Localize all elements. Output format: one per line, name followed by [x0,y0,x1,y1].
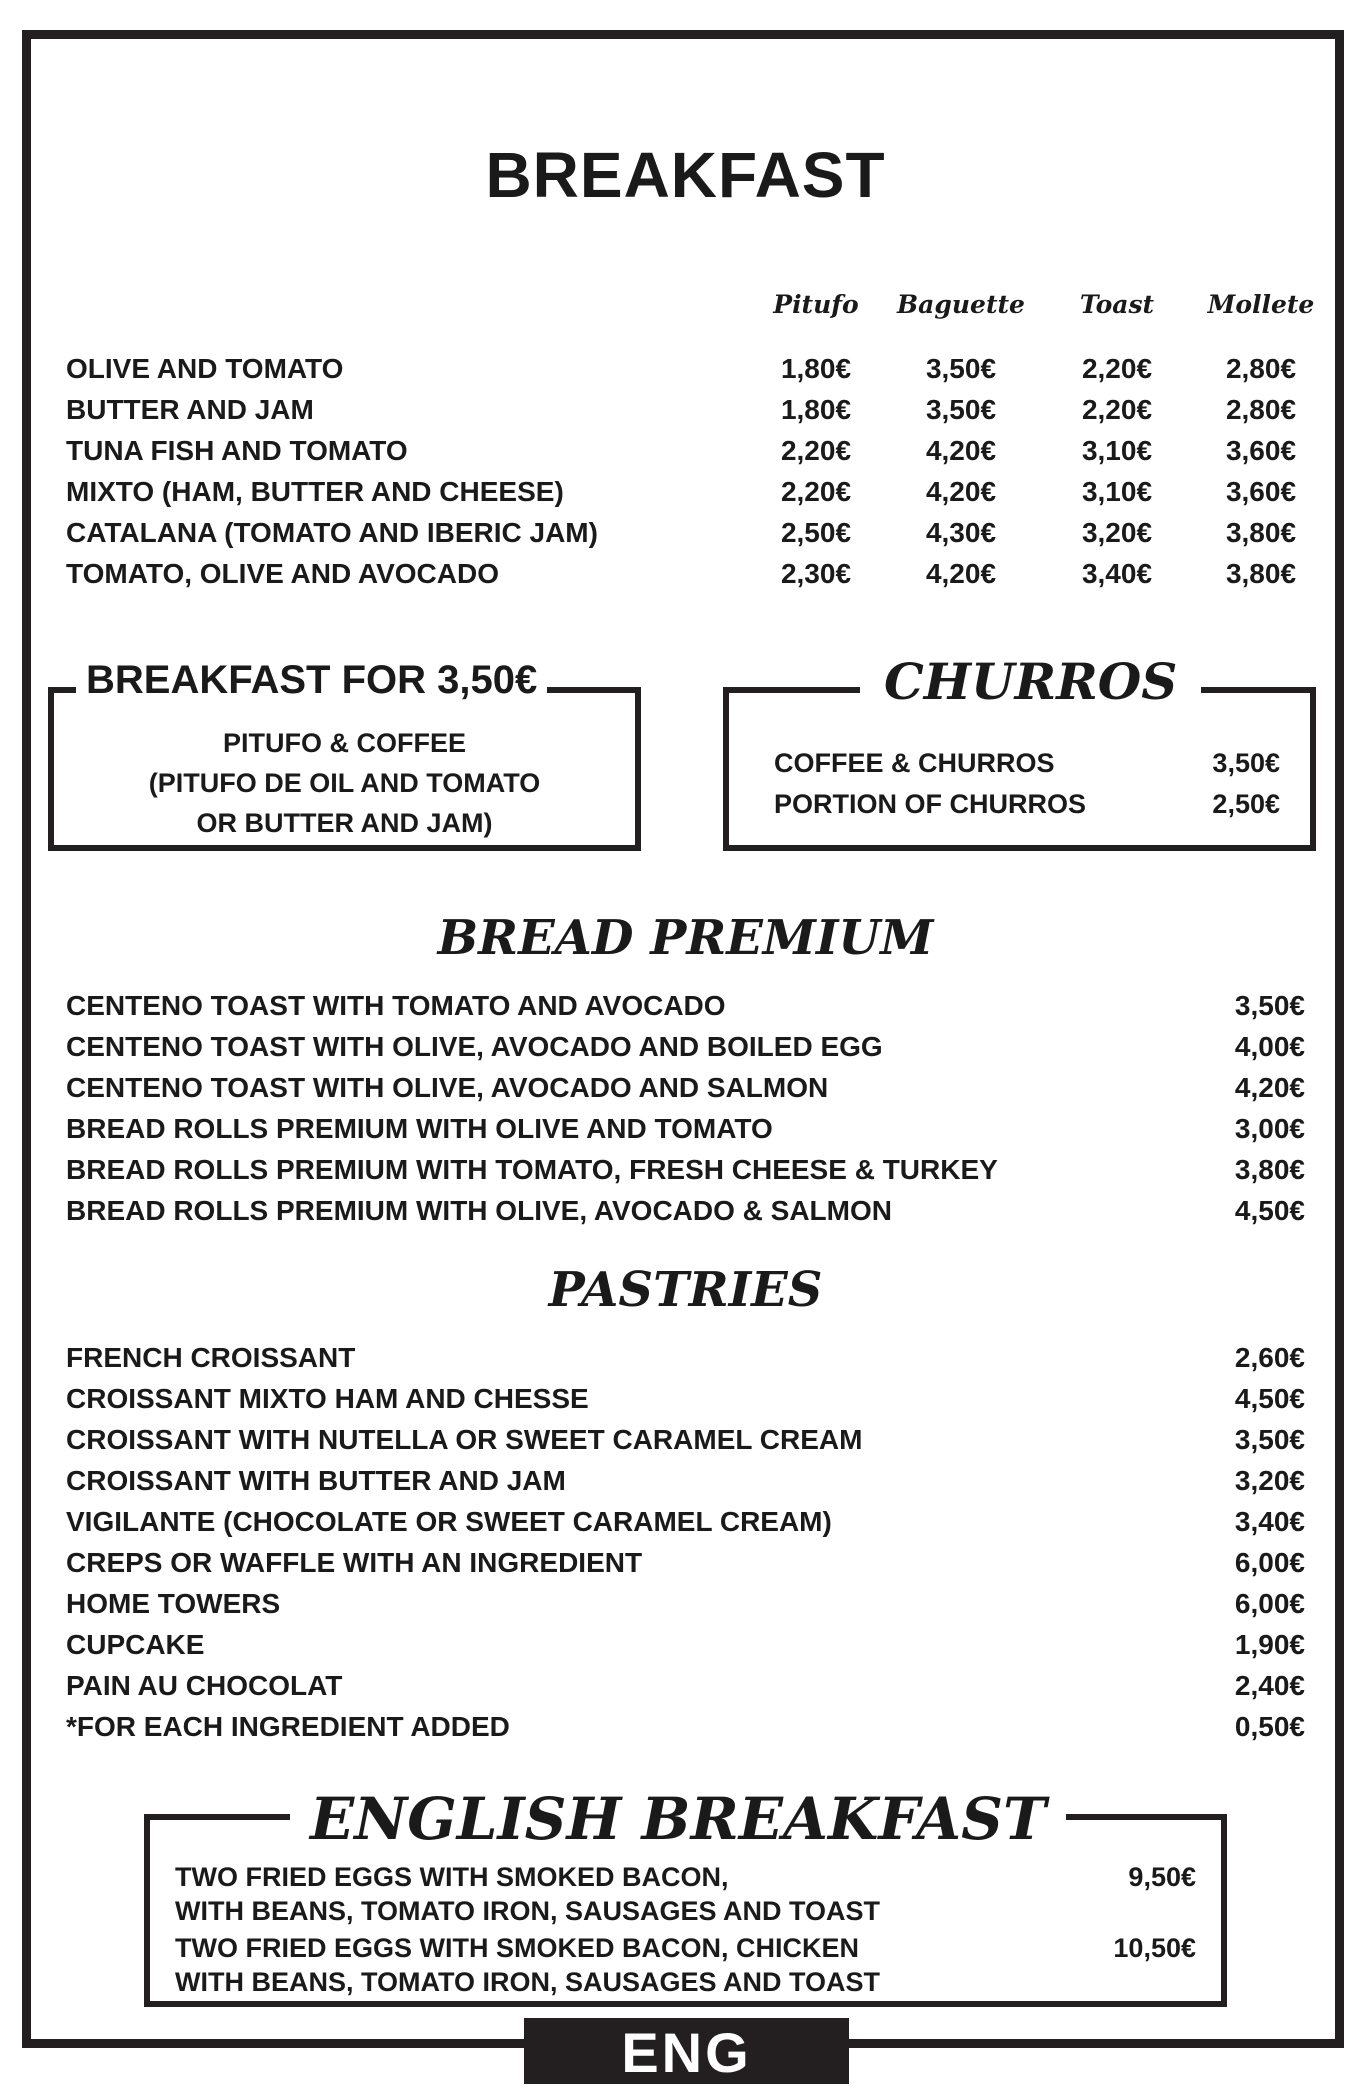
price-baguette: 3,50€ [925,353,997,384]
item-name: TOMATO, OLIVE AND AVOCADO [66,558,499,589]
item-price: 2,50€ [1212,789,1280,819]
page-title: BREAKFAST [485,139,886,211]
item-name: BREAD ROLLS PREMIUM WITH OLIVE, AVOCADO & SALMON [66,1195,892,1226]
price-toast: 2,20€ [1081,394,1153,425]
price-baguette: 4,20€ [925,558,997,589]
price-baguette: 4,20€ [925,435,997,466]
column-header-toast: Toast [1079,290,1155,319]
item-price: 0,50€ [1234,1711,1305,1742]
breakfast-row [66,389,1305,430]
list-item [66,1665,1305,1706]
churros-title: CHURROS [860,652,1201,711]
bread-premium-title: BREAD PREMIUM [437,910,934,966]
price-mollete: 2,80€ [1225,394,1297,425]
item-price: 3,50€ [1234,1424,1305,1455]
english-breakfast-title: ENGLISH BREAKFAST [290,1785,1066,1853]
item-name: CROISSANT MIXTO HAM AND CHESSE [66,1383,589,1414]
price-baguette: 4,30€ [925,517,997,548]
item-price: 3,50€ [1212,748,1280,778]
item-price: 9,50€ [1128,1862,1196,1892]
item-name: BREAD ROLLS PREMIUM WITH OLIVE AND TOMATO [66,1113,773,1144]
price-mollete: 3,80€ [1225,517,1297,548]
item-line: WITH BEANS, TOMATO IRON, SAUSAGES AND TOAST [175,1967,881,1997]
item-line: TWO FRIED EGGS WITH SMOKED BACON, [175,1862,729,1892]
list-item [66,985,1305,1026]
list-item [66,1460,1305,1501]
item-price: 3,00€ [1234,1113,1305,1144]
churros-row [774,784,1280,825]
offer-line: PITUFO & COFFEE [223,728,466,758]
column-header-pitufo: Pitufo [773,290,859,319]
list-item [66,1624,1305,1665]
breakfast-row [66,471,1305,512]
item-line: TWO FRIED EGGS WITH SMOKED BACON, CHICKEN [175,1933,859,1963]
item-price: 3,50€ [1234,990,1305,1021]
price-toast: 2,20€ [1081,353,1153,384]
column-header-mollete: Mollete [1207,290,1315,319]
breakfast-row [66,348,1305,389]
offer-title: BREAKFAST FOR 3,50€ [76,658,547,703]
item-price: 2,60€ [1234,1342,1305,1373]
item-price: 3,40€ [1234,1506,1305,1537]
item-name: CROISSANT WITH NUTELLA OR SWEET CARAMEL CREAM [66,1424,863,1455]
item-name: VIGILANTE (CHOCOLATE OR SWEET CARAMEL CREAM) [66,1506,832,1537]
item-name: COFFEE & CHURROS [774,748,1055,778]
price-mollete: 3,60€ [1225,435,1297,466]
price-pitufo: 1,80€ [780,394,852,425]
list-item [66,1108,1305,1149]
english-breakfast-item [175,1860,1196,1928]
item-price: 4,00€ [1234,1031,1305,1062]
item-name: FRENCH CROISSANT [66,1342,356,1373]
item-price: 4,50€ [1234,1195,1305,1226]
price-pitufo: 2,50€ [780,517,852,548]
item-name: CENTENO TOAST WITH OLIVE, AVOCADO AND SALMON [66,1072,829,1103]
price-toast: 3,10€ [1081,476,1153,507]
item-name: CREPS OR WAFFLE WITH AN INGREDIENT [66,1547,643,1578]
price-pitufo: 2,20€ [780,476,852,507]
list-item [66,1337,1305,1378]
item-name: CENTENO TOAST WITH TOMATO AND AVOCADO [66,990,726,1021]
item-price: 2,40€ [1234,1670,1305,1701]
english-breakfast-item [175,1931,1196,1999]
list-item [66,1026,1305,1067]
item-name: CROISSANT WITH BUTTER AND JAM [66,1465,566,1496]
price-mollete: 3,60€ [1225,476,1297,507]
list-item [66,1419,1305,1460]
price-pitufo: 2,20€ [780,435,852,466]
price-mollete: 2,80€ [1225,353,1297,384]
churros-box [723,687,1316,851]
item-price: 1,90€ [1234,1629,1305,1660]
item-name: CENTENO TOAST WITH OLIVE, AVOCADO AND BOILED EGG [66,1031,883,1062]
item-price: 6,00€ [1234,1588,1305,1619]
item-price: 10,50€ [1113,1933,1196,1963]
list-item [66,1501,1305,1542]
list-item [66,1542,1305,1583]
item-name: CUPCAKE [66,1629,205,1660]
list-item [66,1190,1305,1231]
churros-row [774,743,1280,784]
item-name: HOME TOWERS [66,1588,281,1619]
price-baguette: 3,50€ [925,394,997,425]
item-name: CATALANA (TOMATO AND IBERIC JAM) [66,517,598,548]
item-name: MIXTO (HAM, BUTTER AND CHEESE) [66,476,564,507]
breakfast-row [66,512,1305,553]
language-tab[interactable]: ENG [524,2018,849,2084]
item-name: *FOR EACH INGREDIENT ADDED [66,1711,510,1742]
offer-box [48,687,641,851]
price-pitufo: 1,80€ [780,353,852,384]
price-mollete: 3,80€ [1225,558,1297,589]
item-price: 4,20€ [1234,1072,1305,1103]
list-item [66,1067,1305,1108]
price-toast: 3,40€ [1081,558,1153,589]
item-price: 6,00€ [1234,1547,1305,1578]
list-item [66,1378,1305,1419]
offer-line: OR BUTTER AND JAM) [196,808,493,838]
price-baguette: 4,20€ [925,476,997,507]
item-name: BUTTER AND JAM [66,394,314,425]
column-header-baguette: Baguette [897,290,1025,319]
list-item [66,1583,1305,1624]
item-price: 4,50€ [1234,1383,1305,1414]
item-name: PORTION OF CHURROS [774,789,1087,819]
list-item [66,1706,1305,1747]
pastries-title: PASTRIES [548,1262,823,1318]
price-toast: 3,10€ [1081,435,1153,466]
item-name: PAIN AU CHOCOLAT [66,1670,343,1701]
item-price: 3,80€ [1234,1154,1305,1185]
breakfast-row [66,553,1305,594]
item-name: TUNA FISH AND TOMATO [66,435,408,466]
price-toast: 3,20€ [1081,517,1153,548]
item-line: WITH BEANS, TOMATO IRON, SAUSAGES AND TOAST [175,1896,881,1926]
item-price: 3,20€ [1234,1465,1305,1496]
item-name: BREAD ROLLS PREMIUM WITH TOMATO, FRESH CHEESE & TURKEY [66,1154,998,1185]
offer-line: (PITUFO DE OIL AND TOMATO [148,768,541,798]
price-pitufo: 2,30€ [780,558,852,589]
item-name: OLIVE AND TOMATO [66,353,344,384]
list-item [66,1149,1305,1190]
breakfast-row [66,430,1305,471]
